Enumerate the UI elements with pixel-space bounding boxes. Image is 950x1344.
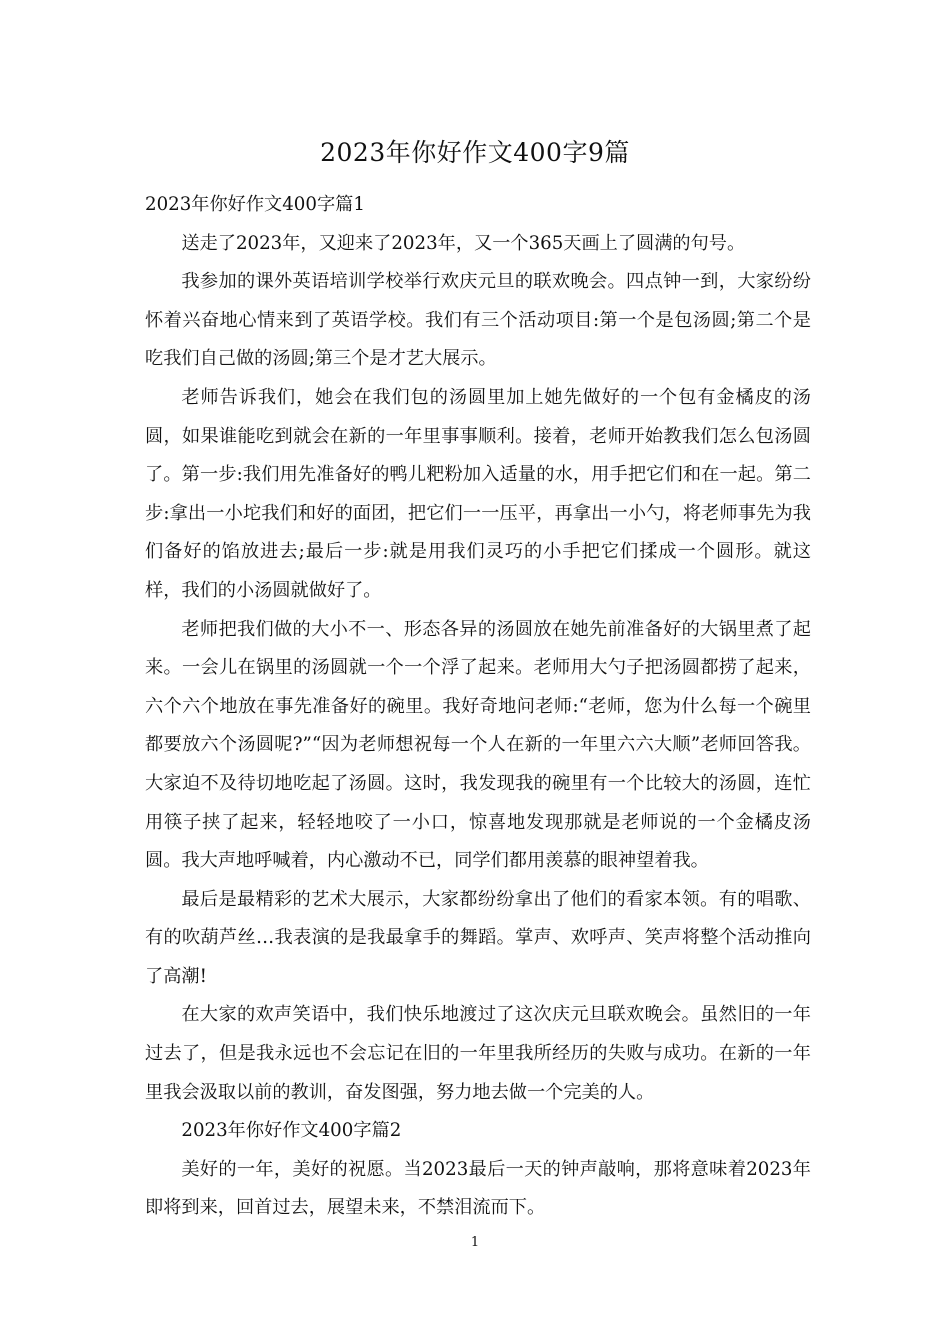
paragraph: 送走了2023年，又迎来了2023年，又一个365天画上了圆满的句号。 bbox=[181, 232, 746, 254]
paragraph: 美好的一年，美好的祝愿。当2023最后一天的钟声敲响，那将意味着2023年即将到来，回首过去，展望未来，不禁泪流而下。 bbox=[145, 1158, 811, 1219]
paragraph: 老师把我们做的大小不一、形态各异的汤圆放在她先前准备好的大锅里煮了起来。一会儿在锅里的汤圆就一个一个浮了起来。老师用大勺子把汤圆都捞了起来，六个六个地放在事先准备好的碗里。我好奇地问老师:“老师，您为什么每一个碗里都要放六个汤圆呢?”“因为老师想祝每一个人在新的一年里六六大顺”老师回答我。大家迫不及待切地吃起了汤圆。这时，我发现我的碗里有一个比较大的汤圆，连忙用筷子挟了起来，轻轻地咬了一小口，惊喜地发现那就是老师说的一个金橘皮汤圆。我大声地呼喊着，内心激动不已，同学们都用羡慕的眼神望着我。 bbox=[145, 618, 811, 872]
paragraph: 老师告诉我们，她会在我们包的汤圆里加上她先做好的一个包有金橘皮的汤圆，如果谁能吃到就会在新的一年里事事顺利。接着，老师开始教我们怎么包汤圆了。第一步:我们用先准备好的鸭儿粑粉加入适量的水，用手把它们和在一起。第二步:拿出一小坨我们和好的面团，把它们一一压平，再拿出一小勺，将老师事先为我们备好的馅放进去;最后一步:就是用我们灵巧的小手把它们揉成一个圆形。就这样，我们的小汤圆就做好了。 bbox=[145, 386, 811, 601]
section-heading-2: 2023年你好作文400字篇2 bbox=[181, 1120, 402, 1142]
paragraph: 最后是最精彩的艺术大展示，大家都纷纷拿出了他们的看家本领。有的唱歌、有的吹葫芦丝…我表演的是我最拿手的舞蹈。掌声、欢呼声、笑声将整个活动推向了高潮! bbox=[145, 888, 811, 987]
page-number: 1 bbox=[470, 1235, 480, 1250]
document-title: 2023年你好作文400字9篇 bbox=[320, 138, 630, 167]
paragraph: 在大家的欢声笑语中，我们快乐地渡过了这次庆元旦联欢晚会。虽然旧的一年过去了，但是我永远也不会忘记在旧的一年里我所经历的失败与成功。在新的一年里我会汲取以前的教训，奋发图强，努力地去做一个完美的人。 bbox=[145, 1004, 811, 1103]
document-body bbox=[145, 186, 811, 1228]
paragraph: 我参加的课外英语培训学校举行欢庆元旦的联欢晚会。四点钟一到，大家纷纷怀着兴奋地心情来到了英语学校。我们有三个活动项目:第一个是包汤圆;第二个是吃我们自己做的汤圆;第三个是才艺大展示。 bbox=[145, 271, 811, 370]
section-heading-1: 2023年你好作文400字篇1 bbox=[145, 194, 365, 215]
